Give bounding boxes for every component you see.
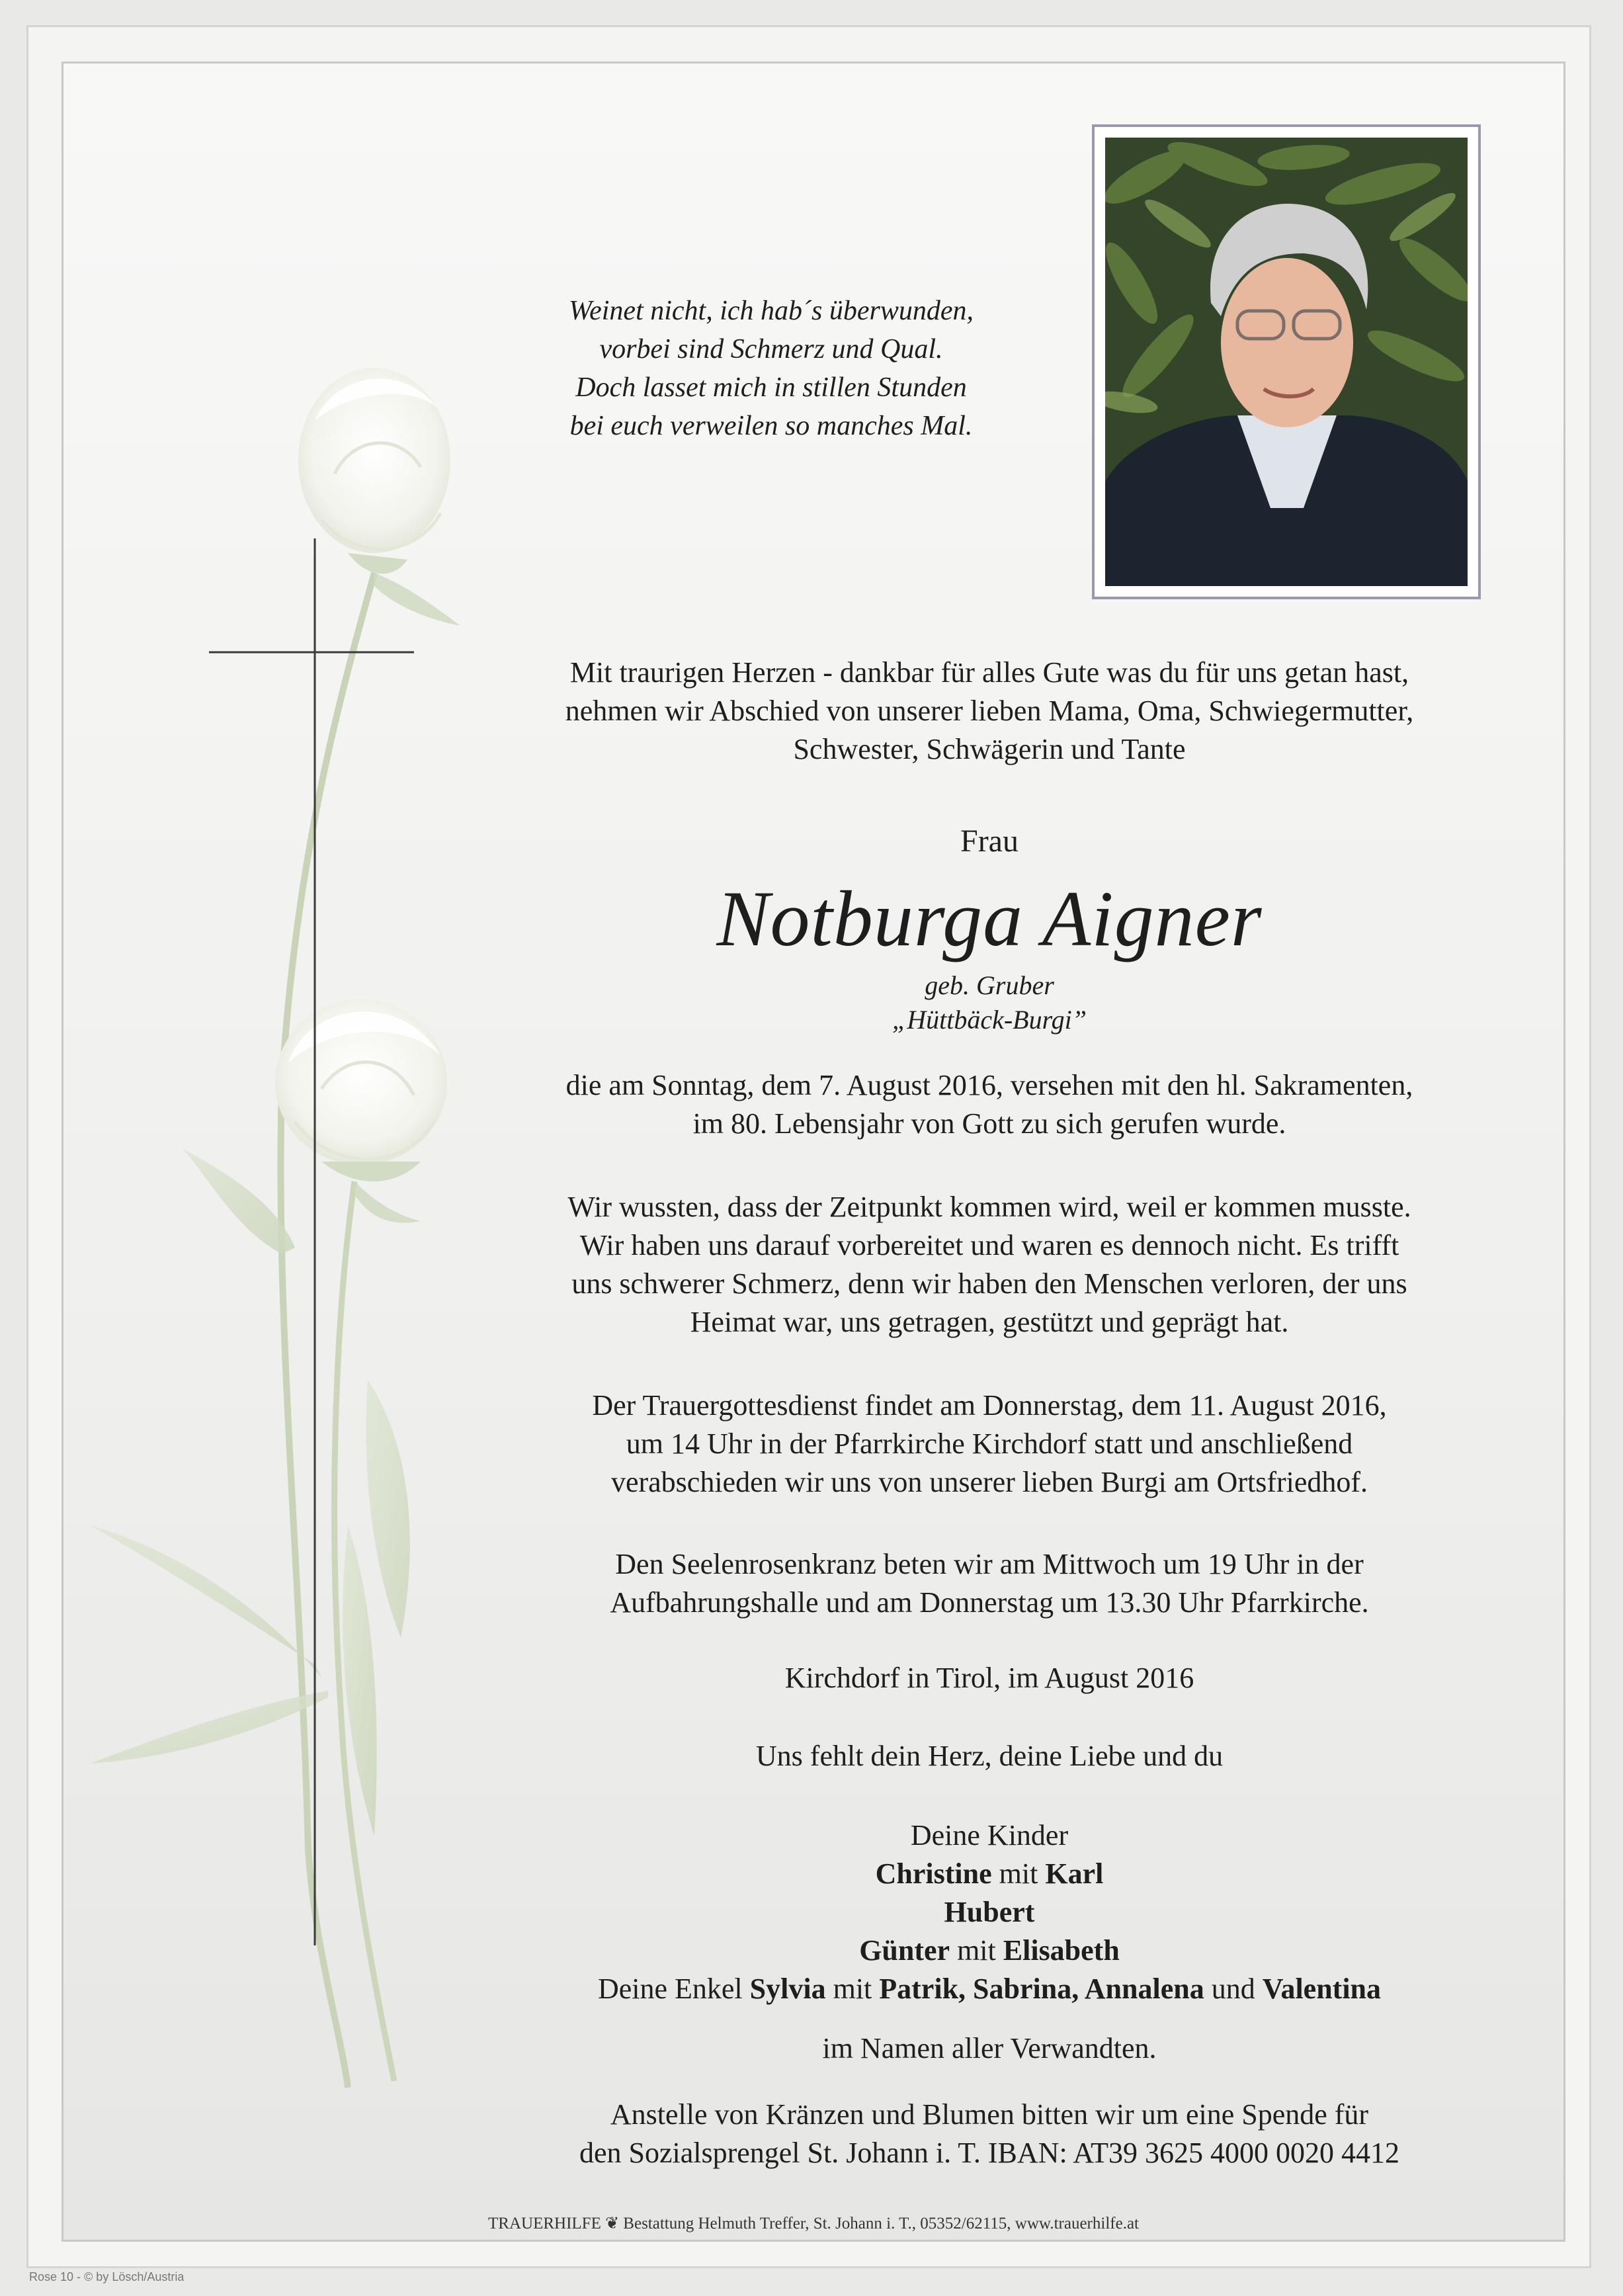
child-2: [460, 1893, 1519, 1932]
deceased-name: Notburga Aigner: [716, 874, 1263, 962]
child-1-mit: mit: [999, 1857, 1038, 1890]
footer-text: Bestattung Helmuth Treffer, St. Johann i. T., 05352/62115, www.trauerhilfe.at: [623, 2215, 1139, 2232]
child-1-name: Christine: [875, 1857, 992, 1890]
grandchildren-label: Deine Enkel: [597, 1973, 743, 2005]
family-list: [460, 1816, 1519, 2068]
grandchildren: [460, 1970, 1519, 2008]
nickname: „Hüttbäck-Burgi”: [892, 1005, 1087, 1035]
intro-line: Mit traurigen Herzen - dankbar für alles Gute was du für uns getan hast,: [569, 656, 1409, 689]
grandchild-1: Sylvia: [749, 1973, 826, 2005]
sheet: [26, 25, 1591, 2268]
rosary-text: [460, 1545, 1519, 1622]
rose-decoration: [63, 64, 526, 2114]
reflection-line: Wir wussten, dass der Zeitpunkt kommen wird, weil er kommen musste.: [567, 1191, 1411, 1223]
place-date: Kirchdorf in Tirol, im August 2016: [784, 1662, 1194, 1694]
donation-line: den Sozialsprengel St. Johann i. T. IBAN: AT39 3625 4000 0020 4412: [579, 2137, 1400, 2169]
reflection-text: [460, 1188, 1519, 1341]
rose-top: [298, 368, 450, 574]
motto-line: Doch lasset mich in stillen Stunden: [575, 372, 967, 403]
motto-line: bei euch verweilen so manches Mal.: [569, 411, 973, 441]
funeral-line: um 14 Uhr in der Pfarrkirche Kirchdorf statt und anschließend: [626, 1427, 1353, 1460]
donation-line: Anstelle von Kränzen und Blumen bitten wir um eine Spende für: [610, 2098, 1369, 2131]
relatives-line: im Namen aller Verwandten.: [822, 2032, 1157, 2064]
funeral-text: [460, 1386, 1519, 1502]
intro-line: nehmen wir Abschied von unserer lieben Mama, Oma, Schwiegermutter,: [565, 695, 1414, 727]
child-3-mit: mit: [957, 1934, 996, 1967]
obituary-card: [62, 62, 1565, 2242]
child-3-name: Günter: [859, 1934, 950, 1967]
funeral-line: verabschieden wir uns von unserer lieben Burgi am Ortsfriedhof.: [610, 1466, 1368, 1498]
child-1-partner: Karl: [1045, 1857, 1104, 1890]
footer-leaf-icon: ❦: [605, 2215, 620, 2232]
child-2-name: Hubert: [944, 1896, 1035, 1928]
reflection-line: Wir haben uns darauf vorbereitet und waren es dennoch nicht. Es trifft: [579, 1229, 1399, 1261]
reflection-line: Heimat war, uns getragen, gestützt und geprägt hat.: [690, 1306, 1289, 1338]
maiden-name: geb. Gruber: [925, 970, 1054, 1000]
grandchild-last: Valentina: [1262, 1973, 1382, 2005]
motto-line: vorbei sind Schmerz und Qual.: [599, 334, 943, 364]
portrait-frame: [1092, 124, 1481, 599]
footer: [63, 2213, 1563, 2233]
closing-line: Uns fehlt dein Herz, deine Liebe und du: [755, 1740, 1224, 1772]
child-3: [460, 1932, 1519, 1970]
grandchildren-partners: Patrik, Sabrina, Annalena: [879, 1973, 1204, 2005]
donation-text: [460, 2096, 1519, 2172]
motto-line: Weinet nicht, ich hab´s überwunden,: [568, 296, 974, 326]
salutation: Frau: [960, 824, 1019, 859]
rosary-line: Aufbahrungshalle und am Donnerstag um 13.30 Uhr Pfarrkirche.: [610, 1586, 1369, 1619]
intro-line: Schwester, Schwägerin und Tante: [793, 733, 1186, 765]
funeral-line: Der Trauergottesdienst findet am Donnerstag, dem 11. August 2016,: [592, 1389, 1387, 1422]
reflection-line: uns schwerer Schmerz, denn wir haben den Menschen verloren, der uns: [571, 1267, 1407, 1300]
death-notice: [460, 1066, 1519, 1143]
child-3-partner: Elisabeth: [1003, 1934, 1120, 1967]
grandchildren-mit: mit: [833, 1973, 872, 2005]
death-notice-line: die am Sonntag, dem 7. August 2016, versehen mit den hl. Sakramenten,: [565, 1069, 1413, 1101]
children-label: Deine Kinder: [910, 1819, 1069, 1851]
grandchildren-und: und: [1211, 1973, 1255, 2005]
death-notice-line: im 80. Lebensjahr von Gott zu sich gerufen wurde.: [692, 1107, 1286, 1140]
rosary-line: Den Seelenrosenkranz beten wir am Mittwoch um 19 Uhr in der: [615, 1548, 1364, 1580]
intro-text: [460, 654, 1519, 769]
footer-brand: TRAUERHILFE: [488, 2215, 601, 2232]
rose-bottom: [275, 999, 447, 1181]
child-1: [460, 1855, 1519, 1893]
motto-poem: [474, 292, 1069, 445]
image-credit: Rose 10 - © by Lösch/Austria: [29, 2270, 185, 2283]
portrait-photo: [1105, 138, 1468, 586]
